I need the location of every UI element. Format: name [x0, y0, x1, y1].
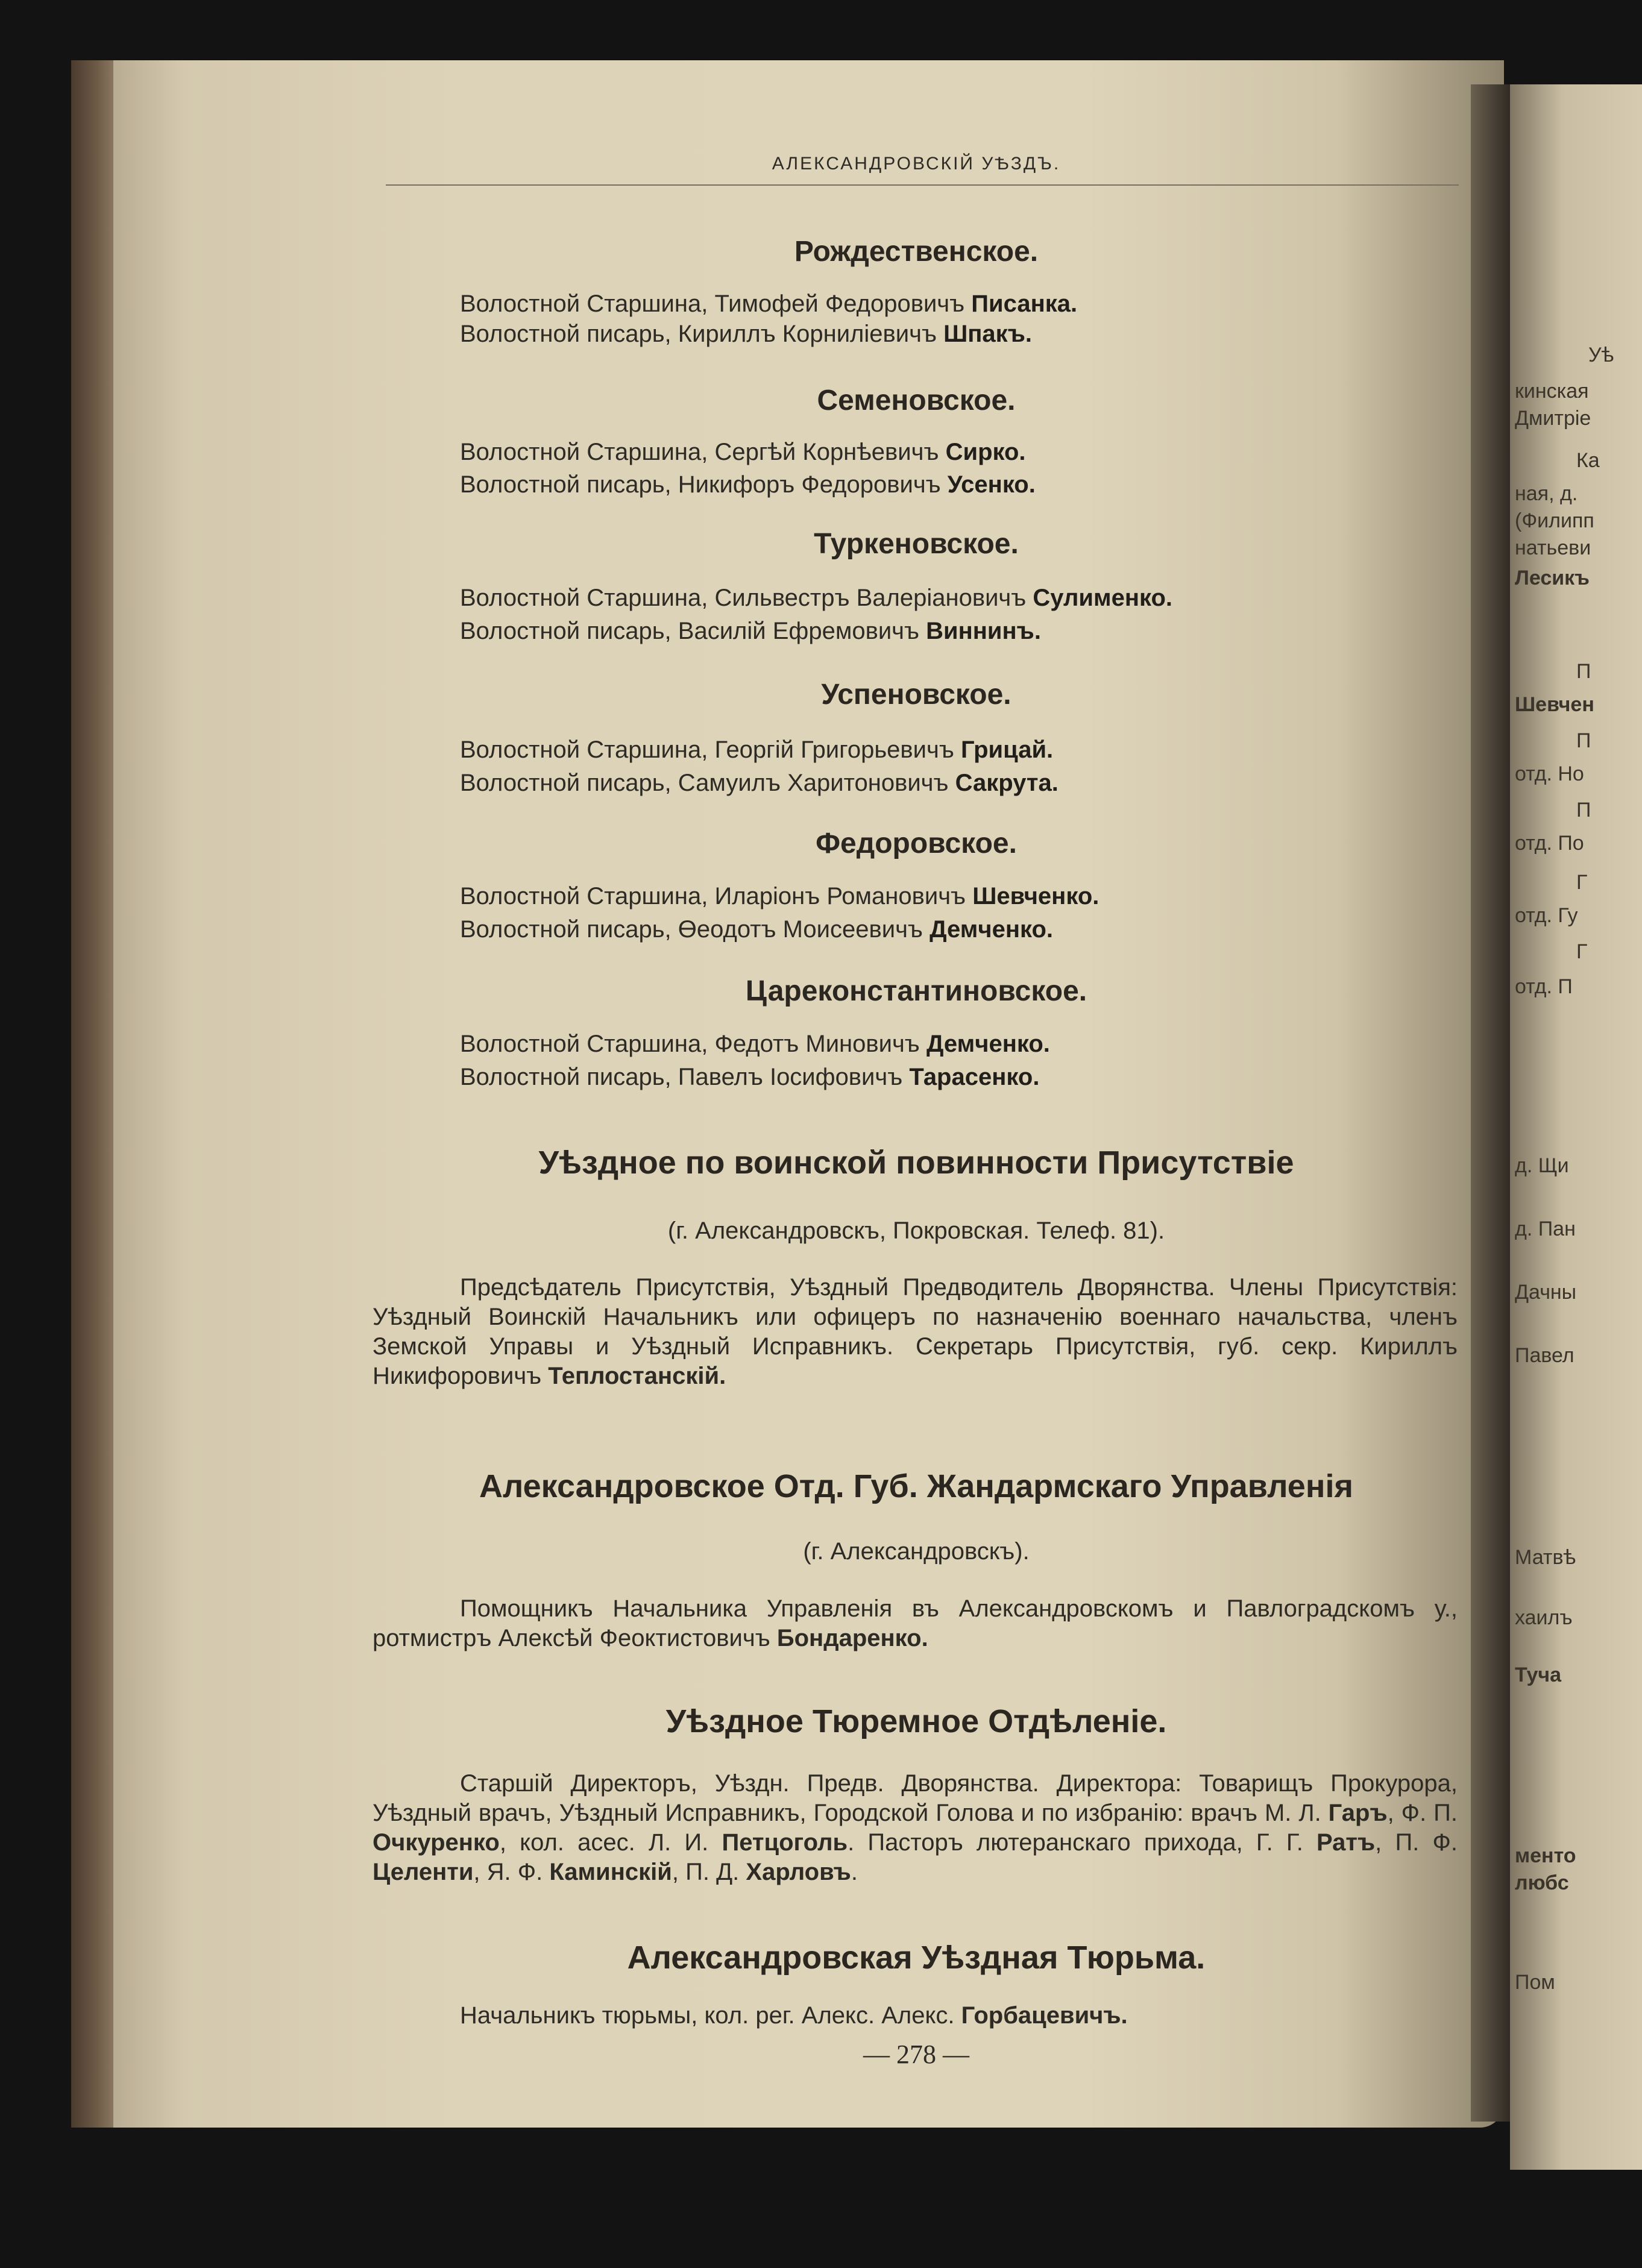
- entry-person: Василій Ефремовичъ: [678, 618, 919, 644]
- right-page-fragment: Пом: [1515, 1971, 1555, 1994]
- entry-role: Волостной Старшина,: [460, 291, 708, 317]
- right-page-fragment: Ка: [1576, 449, 1600, 472]
- right-page-fragment: ная, д.: [1515, 482, 1578, 505]
- paragraph-text: Старшій Директоръ, Уѣздн. Предв. Дворянства. Директора: Товарищъ Прокурора, Уѣздный врачъ, Уѣздный Исправникъ, Городской Голова и по избранію: врачъ М. Л.: [373, 1770, 1458, 1826]
- paragraph-surname: Гаръ: [1328, 1800, 1388, 1826]
- section-title: Уѣздное Тюремное Отдѣленіе.: [665, 1703, 1167, 1739]
- page-gutter: [1471, 84, 1513, 2122]
- right-page-fragment: хаилъ: [1515, 1606, 1573, 1629]
- running-header: АЛЕКСАНДРОВСКІЙ УѢЗДЪ.: [772, 154, 1061, 174]
- right-page-fragment: отд. Гу: [1515, 904, 1578, 927]
- paragraph-surname: Целенти: [373, 1859, 474, 1885]
- right-page-fragment: д. Пан: [1515, 1217, 1576, 1240]
- right-page-fragment: Павел: [1515, 1344, 1574, 1367]
- volost-entry: [460, 321, 1032, 348]
- section-paragraph: [373, 1594, 1458, 1653]
- entry-role: Волостной Старшина,: [460, 883, 708, 909]
- right-page-fragment: Г: [1576, 871, 1588, 894]
- paragraph-surname: Ратъ: [1316, 1829, 1376, 1856]
- paragraph-text: , П. Ф.: [1375, 1829, 1458, 1856]
- page-number: — 278 —: [863, 2040, 969, 2069]
- entry-role: Волостной писарь,: [460, 321, 672, 347]
- entry-role: Волостной писарь,: [460, 916, 672, 943]
- right-page-fragment: П: [1576, 799, 1591, 821]
- paragraph-text: , Я. Ф.: [473, 1859, 550, 1885]
- paragraph-surname: Петцоголь: [722, 1829, 848, 1856]
- entry-surname: Шевченко.: [972, 883, 1099, 909]
- paragraph-text: . Пасторъ лютеранскаго прихода, Г. Г.: [848, 1829, 1316, 1856]
- entry-role: Волостной Старшина,: [460, 737, 708, 763]
- right-page-fragment: любс: [1515, 1871, 1569, 1894]
- right-page-fragment: Лесикъ: [1515, 567, 1590, 589]
- paragraph-surname: Бондаренко.: [776, 1625, 928, 1651]
- paragraph-text: Предсѣдатель Присутствія, Уѣздный Предводитель Дворянства. Члены Присутствія: Уѣздный Воинскій Начальникъ или офицеръ по назначенію военнаго начальства, членъ Земской Управы и Уѣздный Исправникъ. Секретарь Присутствія, губ. секр. Кириллъ Никифоровичъ: [373, 1274, 1458, 1389]
- paragraph-text: .: [851, 1859, 858, 1885]
- entry-person: Федотъ Миновичъ: [714, 1031, 920, 1057]
- volost-entry: [460, 770, 1058, 797]
- section-paragraph: [373, 1769, 1458, 1887]
- header-rule: [386, 184, 1459, 188]
- entry-role: Волостной Старшина,: [460, 1031, 708, 1057]
- entry-role: Волостной писарь,: [460, 770, 672, 796]
- section-address: (г. Александровскъ).: [803, 1538, 1030, 1565]
- right-page-fragment: Дмитріе: [1515, 407, 1591, 430]
- right-page-fragment: Шевчен: [1515, 693, 1594, 716]
- page-content: [362, 0, 1471, 2268]
- volost-entry: [460, 916, 1053, 943]
- volost-title: Рождественское.: [794, 236, 1039, 268]
- paragraph-surname: Каминскій: [549, 1859, 672, 1885]
- entry-role: Волостной писарь,: [460, 471, 672, 498]
- right-page-fragment: отд. Но: [1515, 762, 1584, 785]
- right-page-fragment: П: [1576, 729, 1591, 752]
- right-page-fragment: натьеви: [1515, 536, 1591, 559]
- entry-surname: Писанка.: [971, 291, 1078, 317]
- book-spine: [71, 60, 113, 2128]
- paragraph-text: , П. Д.: [672, 1859, 746, 1885]
- entry-surname: Шпакъ.: [943, 321, 1032, 347]
- entry-person: Сильвестръ Валеріановичъ: [714, 585, 1027, 611]
- right-page-fragment: Уѣ: [1588, 344, 1614, 366]
- volost-entry: [460, 1031, 1050, 1058]
- volost-entry: [460, 1064, 1039, 1091]
- entry-person: Сергѣй Корнѣевичъ: [714, 439, 939, 465]
- right-page-fragment: кинская: [1515, 380, 1589, 403]
- right-page-fragment: д. Щи: [1515, 1154, 1569, 1177]
- volost-entry: [460, 883, 1099, 910]
- section-paragraph: [373, 2001, 1458, 2031]
- right-page-fragment: (Филипп: [1515, 509, 1594, 532]
- section-address: (г. Александровскъ, Покровская. Телеф. 81).: [667, 1217, 1165, 1244]
- section-paragraph: [373, 1273, 1458, 1391]
- volost-entry: [460, 439, 1026, 466]
- section-title: Александровская Уѣздная Тюрьма.: [627, 1940, 1206, 1976]
- entry-person: Кириллъ Корниліевичъ: [678, 321, 937, 347]
- volost-entry: [460, 585, 1172, 612]
- section-title: Александровское Отд. Губ. Жандармскаго Управленія: [479, 1468, 1353, 1504]
- paragraph-text: Помощникъ Начальника Управленія въ Александровскомъ и Павлоградскомъ у., ротмистръ Алексѣй Феоктистовичъ: [373, 1595, 1458, 1651]
- paragraph-surname: Очкуренко: [373, 1829, 500, 1856]
- right-page-fragment: отд. По: [1515, 832, 1584, 855]
- volost-title: Федоровское.: [816, 828, 1017, 859]
- entry-person: Георгій Григорьевичъ: [714, 737, 954, 763]
- paragraph-text: , кол. асес. Л. И.: [499, 1829, 722, 1856]
- entry-surname: Сулименко.: [1033, 585, 1173, 611]
- right-page: [1510, 84, 1642, 2170]
- entry-person: Тимофей Федоровичъ: [714, 291, 965, 317]
- entry-person: Никифоръ Федоровичъ: [678, 471, 941, 498]
- entry-surname: Демченко.: [930, 916, 1054, 943]
- entry-role: Волостной писарь,: [460, 1064, 672, 1090]
- right-page-fragment: менто: [1515, 1844, 1576, 1867]
- entry-surname: Тарасенко.: [909, 1064, 1040, 1090]
- entry-surname: Виннинъ.: [926, 618, 1041, 644]
- entry-surname: Грицай.: [960, 737, 1054, 763]
- paragraph-surname: Горбацевичъ.: [961, 2002, 1128, 2029]
- volost-title: Семеновское.: [817, 385, 1016, 416]
- right-page-fragment: отд. П: [1515, 975, 1573, 998]
- volost-title: Успеновское.: [821, 679, 1011, 711]
- section-title: Уѣздное по воинской повинности Присутствіе: [538, 1145, 1294, 1181]
- paragraph-surname: Теплостанскій.: [548, 1363, 726, 1389]
- right-page-fragment: Дачны: [1515, 1281, 1577, 1304]
- right-page-fragment: П: [1576, 660, 1591, 683]
- entry-person: Самуилъ Харитоновичъ: [678, 770, 949, 796]
- volost-entry: [460, 471, 1036, 498]
- entry-role: Волостной писарь,: [460, 618, 672, 644]
- entry-person: Өеодотъ Моисеевичъ: [678, 916, 923, 943]
- entry-role: Волостной Старшина,: [460, 585, 708, 611]
- volost-title: Цареконстантиновское.: [745, 975, 1087, 1007]
- volost-entry: [460, 737, 1053, 764]
- volost-entry: [460, 291, 1077, 318]
- entry-surname: Демченко.: [926, 1031, 1050, 1057]
- entry-surname: Сирко.: [945, 439, 1026, 465]
- entry-person: Иларіонъ Романовичъ: [714, 883, 966, 909]
- volost-entry: [460, 618, 1041, 645]
- entry-person: Павелъ Іосифовичъ: [678, 1064, 903, 1090]
- entry-role: Волостной Старшина,: [460, 439, 708, 465]
- paragraph-surname: Харловъ: [746, 1859, 851, 1885]
- entry-surname: Усенко.: [947, 471, 1036, 498]
- right-page-fragment: Туча: [1515, 1663, 1562, 1686]
- paragraph-text: Начальникъ тюрьмы, кол. рег. Алекс. Алекс.: [460, 2002, 955, 2029]
- right-page-fragment: Г: [1576, 940, 1588, 963]
- volost-title: Туркеновское.: [814, 528, 1019, 560]
- entry-surname: Сакрута.: [955, 770, 1058, 796]
- paragraph-text: , Ф. П.: [1387, 1800, 1458, 1826]
- right-page-fragment: Матвѣ: [1515, 1546, 1576, 1569]
